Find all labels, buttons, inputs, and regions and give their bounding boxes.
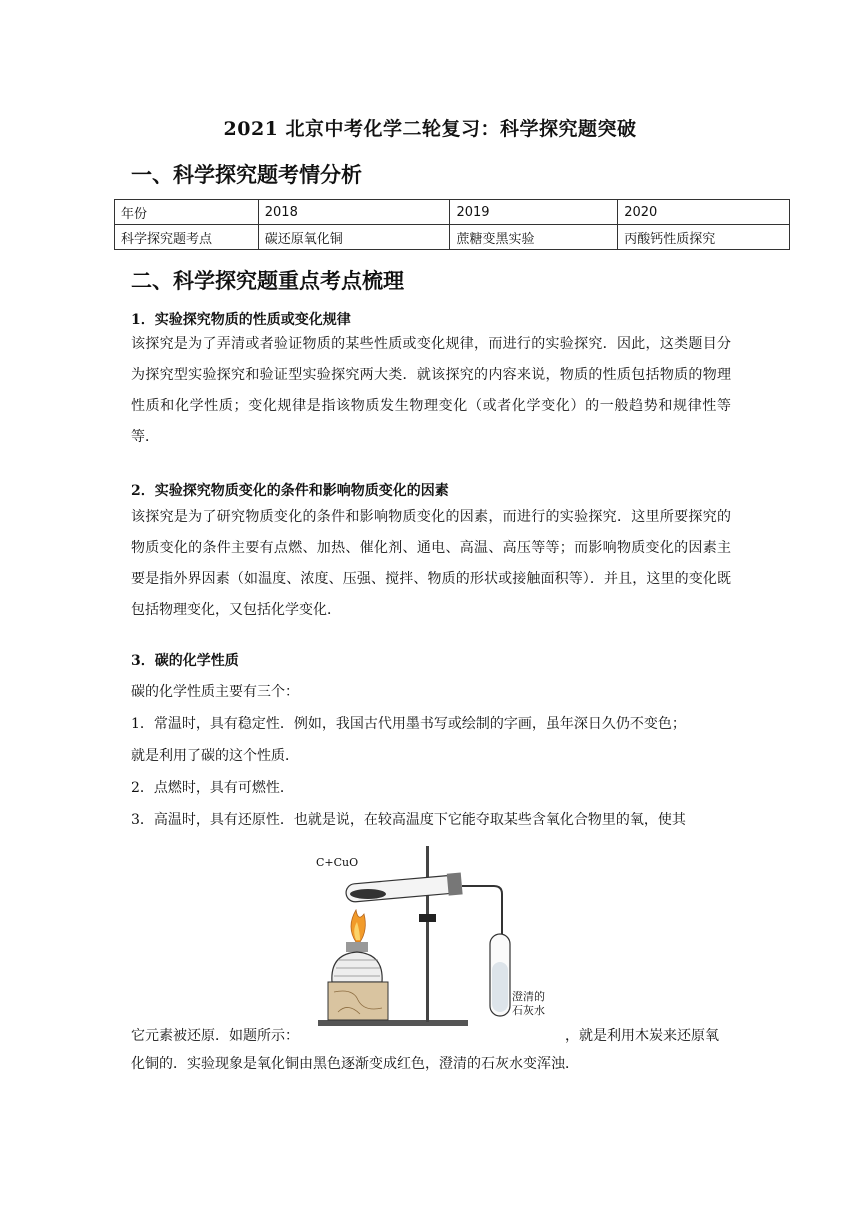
section2-heading: 二、科学探究题重点考点梳理 [131, 269, 404, 293]
item3-title: 3．碳的化学性质 [131, 653, 239, 669]
table-cell: 丙酸钙性质探究 [618, 225, 790, 250]
item1-title: 1．实验探究物质的性质或变化规律 [131, 312, 351, 328]
item3-line: 2．点燃时，具有可燃性． [131, 780, 294, 796]
item2-title: 2．实验探究物质变化的条件和影响物质变化的因素 [131, 483, 449, 499]
item3-line: 3．高温时，具有还原性．也就是说，在较高温度下它能夺取某些含氧化合物里的氧，使其 [131, 812, 686, 828]
label-limewater-2: 石灰水 [512, 1004, 545, 1017]
reactant-powder [350, 889, 386, 899]
item2-paragraph: 该探究是为了研究物质变化的条件和影响物质变化的因素，而进行的实验探究．这里所要探究的物质变化的条件主要有点燃、加热、催化剂、通电、高温、高压等等；而影响物质变化的因素主要是指外界因素（如温度、浓度、压强、搅拌、物质的形状或接触面积等）．并且，这里的变化既包括物理变化，又包括化学变化． [131, 509, 731, 618]
table-cell: 蔗糖变黑实验 [450, 225, 618, 250]
alcohol-lamp [332, 952, 382, 982]
item3-line: 它元素被还原．如题所示： [131, 1028, 299, 1044]
test-tube [345, 872, 462, 904]
item3-line: ，就是利用木炭来还原氧 [565, 1028, 719, 1044]
wooden-block [328, 982, 388, 1020]
section1-heading: 一、科学探究题考情分析 [131, 163, 362, 187]
item3-line: 就是利用了碳的这个性质． [131, 748, 299, 764]
label-limewater-1: 澄清的 [512, 990, 545, 1003]
item3-line: 化铜的．实验现象是氧化铜由黑色逐渐变成红色，澄清的石灰水变浑浊． [131, 1056, 579, 1072]
document-title: 2021 北京中考化学二轮复习：科学探究题突破 [223, 118, 637, 140]
item1-paragraph: 该探究是为了弄清或者验证物质的某些性质或变化规律，而进行的实验探究．因此，这类题目分为探究型实验探究和验证型实验探究两大类．就该探究的内容来说，物质的性质包括物质的物理性质和化学性质；变化规律是指该物质发生物理变化（或者化学变化）的一般趋势和规律性等等． [131, 336, 731, 445]
table-cell: 2018 [258, 200, 450, 225]
table-cell: 2020 [618, 200, 790, 225]
table-row [115, 225, 790, 250]
table-row [115, 200, 790, 225]
item3-line: 1．常温时，具有稳定性．例如，我国古代用墨书写或绘制的字画，虽年深日久仍不变色； [131, 716, 686, 732]
clamp [419, 914, 436, 922]
stand-base [318, 1020, 468, 1026]
limewater [492, 962, 508, 1012]
table-cell: 碳还原氧化铜 [258, 225, 450, 250]
table-cell: 2019 [450, 200, 618, 225]
exam-analysis-table [114, 199, 790, 250]
carbon-reduction-apparatus-figure [298, 842, 560, 1032]
label-reactants: C+CuO [316, 856, 359, 869]
stand-rod [426, 846, 429, 1022]
rubber-stopper [447, 872, 463, 895]
lamp-neck [346, 942, 368, 952]
item3-line: 碳的化学性质主要有三个： [131, 684, 299, 700]
table-cell: 年份 [115, 200, 259, 225]
table-cell: 科学探究题考点 [115, 225, 259, 250]
